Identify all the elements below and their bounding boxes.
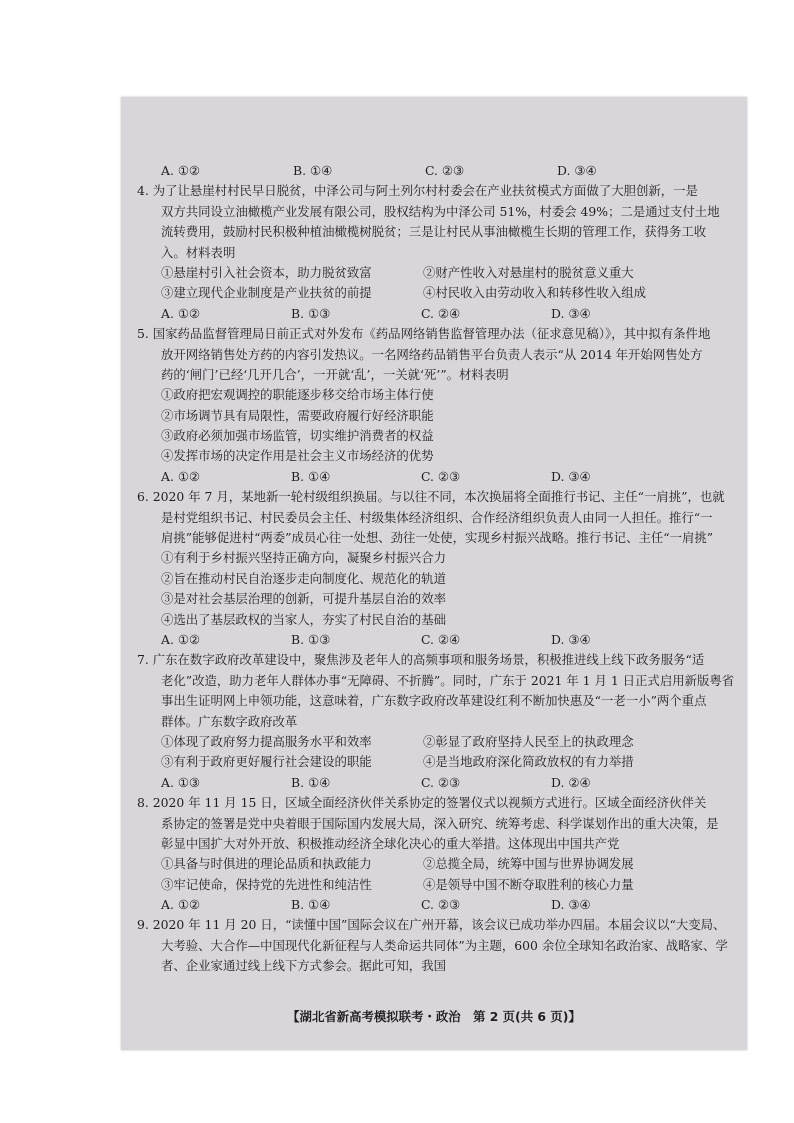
option-row [137, 283, 737, 303]
page-footer: 【湖北省新高考模拟联考・政治 第 2 页(共 6 页)】 [287, 1009, 581, 1024]
choice: C. ②③ [421, 468, 461, 484]
stem-line: 群体。广东数字政府改革 [161, 713, 298, 729]
question-4 [137, 181, 737, 324]
option: ②彰显了政府坚持人民至上的执政理念 [423, 733, 634, 749]
choice: C. ②③ [421, 897, 461, 913]
option: ③有利于政府更好履行社会建设的职能 [161, 754, 372, 770]
exam-paper-sheet [121, 97, 747, 1050]
choice: B. ①③ [291, 305, 331, 321]
option: ③牢记使命，保持党的先进性和纯洁性 [161, 876, 372, 892]
option: ②旨在推动村民自治逐步走向制度化、规范化的轨道 [161, 570, 446, 586]
stem-line: 流转费用，鼓励村民积极种植油橄榄树脱贫；三是让村民从事油橄榄生长期的管理工作，获得务工收 [161, 224, 707, 240]
choice: D. ③④ [551, 468, 591, 484]
stem-line: 5. 国家药品监督管理局日前正式对外发布《药品网络销售监督管理办法（征求意见稿）》，其中拟有条件地 [137, 326, 711, 342]
option: ①具备与时俱进的理论品质和执政能力 [161, 856, 372, 872]
option: ④是领导中国不断夺取胜利的核心力量 [423, 876, 634, 892]
choice: D. ③④ [557, 163, 597, 178]
choice: A. ①② [161, 163, 201, 178]
stem-line: 事出生证明网上申领功能，这意味着，广东数字政府改革建设红利不断加快惠及“一老一小”两个重点 [161, 693, 707, 709]
q3-choices [137, 161, 737, 181]
stem-line: 9. 2020 年 11 月 20 日，“读懂中国”国际会议在广州开幕，该会议已成功举办四届。本届会议以“大变局、 [137, 917, 726, 933]
choice: B. ①④ [291, 774, 331, 790]
stem-line: 大考验、大合作—中国现代化新征程与人类命运共同体”为主题，600 余位全球知名政治家、战略家、学 [161, 937, 728, 953]
choice: B. ①④ [293, 163, 333, 178]
choice-row [137, 630, 737, 650]
option: ④发挥市场的决定作用是社会主义市场经济的优势 [161, 448, 434, 464]
stem-line: 6. 2020 年 7 月，某地新一轮村级组织换届。与以往不同，本次换届将全面推行书记、主任“一肩挑”，也就 [137, 489, 725, 505]
choice: A. ①③ [161, 774, 201, 790]
question-6 [137, 487, 737, 650]
option-row [137, 732, 737, 752]
question-8 [137, 793, 737, 915]
choice-row [137, 304, 737, 324]
option: ①悬崖村引入社会资本，助力脱贫致富 [161, 264, 372, 280]
choice: D. ③④ [551, 305, 591, 321]
option: ①有利于乡村振兴坚持正确方向，凝聚乡村振兴合力 [161, 550, 446, 566]
choice: C. ②③ [421, 774, 461, 790]
stem-line: 彰显中国扩大对外开放、积极推动经济全球化决心的重大举措。这体现出中国共产党 [161, 835, 620, 851]
stem-line: 入。材料表明 [161, 244, 236, 260]
choice: B. ①③ [291, 632, 331, 647]
stem-line: 7. 广东在数字政府改革建设中，聚焦涉及老年人的高频事项和服务场景，积极推进线上线下政务服务“适 [137, 652, 705, 668]
option: ①政府把宏观调控的职能逐步移交给市场主体行使 [161, 387, 434, 403]
choice: D. ②④ [551, 774, 591, 790]
choice: A. ①② [161, 468, 201, 484]
option-row [137, 263, 737, 283]
choice: A. ①② [161, 305, 201, 321]
stem-line: 老化”改造，助力老年人群体办事“无障碍、不折腾”。同时，广东于 2021 年 1 月 1 日正式启用新版粤省 [161, 672, 735, 688]
option-row [137, 854, 737, 874]
stem-line: 放开网络销售处方药的内容引发热议。一名网络药品销售平台负责人表示“从 2014 年开始网售处方 [161, 346, 703, 362]
stem-line: 4. 为了让悬崖村村民早日脱贫，中泽公司与阿土列尔村村委会在产业扶贫模式方面做了大胆创新，一是 [137, 183, 698, 199]
choice: B. ①④ [291, 897, 331, 913]
choice: C. ②④ [421, 305, 461, 321]
option-row [137, 752, 737, 772]
exam-content [137, 161, 737, 977]
stem-line: 8. 2020 年 11 月 15 日，区域全面经济伙伴关系协定的签署仪式以视频方式进行。区域全面经济伙伴关 [137, 795, 707, 811]
choice-row [137, 467, 737, 487]
choice: B. ①④ [291, 468, 331, 484]
choice: C. ②③ [425, 163, 465, 178]
option-row [137, 875, 737, 895]
choice: D. ③④ [551, 897, 591, 913]
option: ②市场调节具有局限性，需要政府履行好经济职能 [161, 407, 434, 423]
choice: D. ③④ [551, 632, 591, 647]
choice-row [137, 773, 737, 793]
stem-line: 药的‘闸门’已经‘几开几合’，一开就‘乱’，一关就‘死’”。材料表明 [161, 366, 509, 382]
option: ②总揽全局，统筹中国与世界协调发展 [423, 856, 634, 872]
stem-line: 系协定的签署是党中央着眼于国际国内发展大局，深入研究、统筹考虑、科学谋划作出的重大决策，是 [161, 815, 719, 831]
stem-line: 肩挑”能够促进村“两委”成员心往一处想、劲往一处使，实现乡村振兴战略。推行书记、主任“一肩挑” [161, 530, 714, 546]
choice: A. ①② [161, 897, 201, 913]
stem-line: 双方共同设立油橄榄产业发展有限公司，股权结构为中泽公司 51%，村委会 49%；二是通过支付土地 [161, 203, 720, 219]
stem-line: 是村党组织书记、村民委员会主任、村级集体经济组织、合作经济组织负责人由同一人担任。推行“一 [161, 509, 713, 525]
option: ③是对社会基层治理的创新，可提升基层自治的效率 [161, 591, 446, 607]
question-9 [137, 915, 737, 976]
choice: A. ①② [161, 632, 201, 647]
option: ②财产性收入对悬崖村的脱贫意义重大 [423, 264, 634, 280]
stem-line: 者、企业家通过线上线下方式参会。据此可知，我国 [161, 958, 446, 974]
option: ④选出了基层政权的当家人，夯实了村民自治的基础 [161, 611, 446, 627]
choice: C. ②④ [421, 632, 461, 647]
choice-row [137, 895, 737, 915]
option: ③政府必须加强市场监管，切实维护消费者的权益 [161, 428, 434, 444]
question-7 [137, 650, 737, 793]
option: ③建立现代企业制度是产业扶贫的前提 [161, 285, 372, 301]
question-5 [137, 324, 737, 487]
option: ④村民收入由劳动收入和转移性收入组成 [423, 285, 647, 301]
option: ④是当地政府深化简政放权的有力举措 [423, 754, 634, 770]
option: ①体现了政府努力提高服务水平和效率 [161, 733, 372, 749]
